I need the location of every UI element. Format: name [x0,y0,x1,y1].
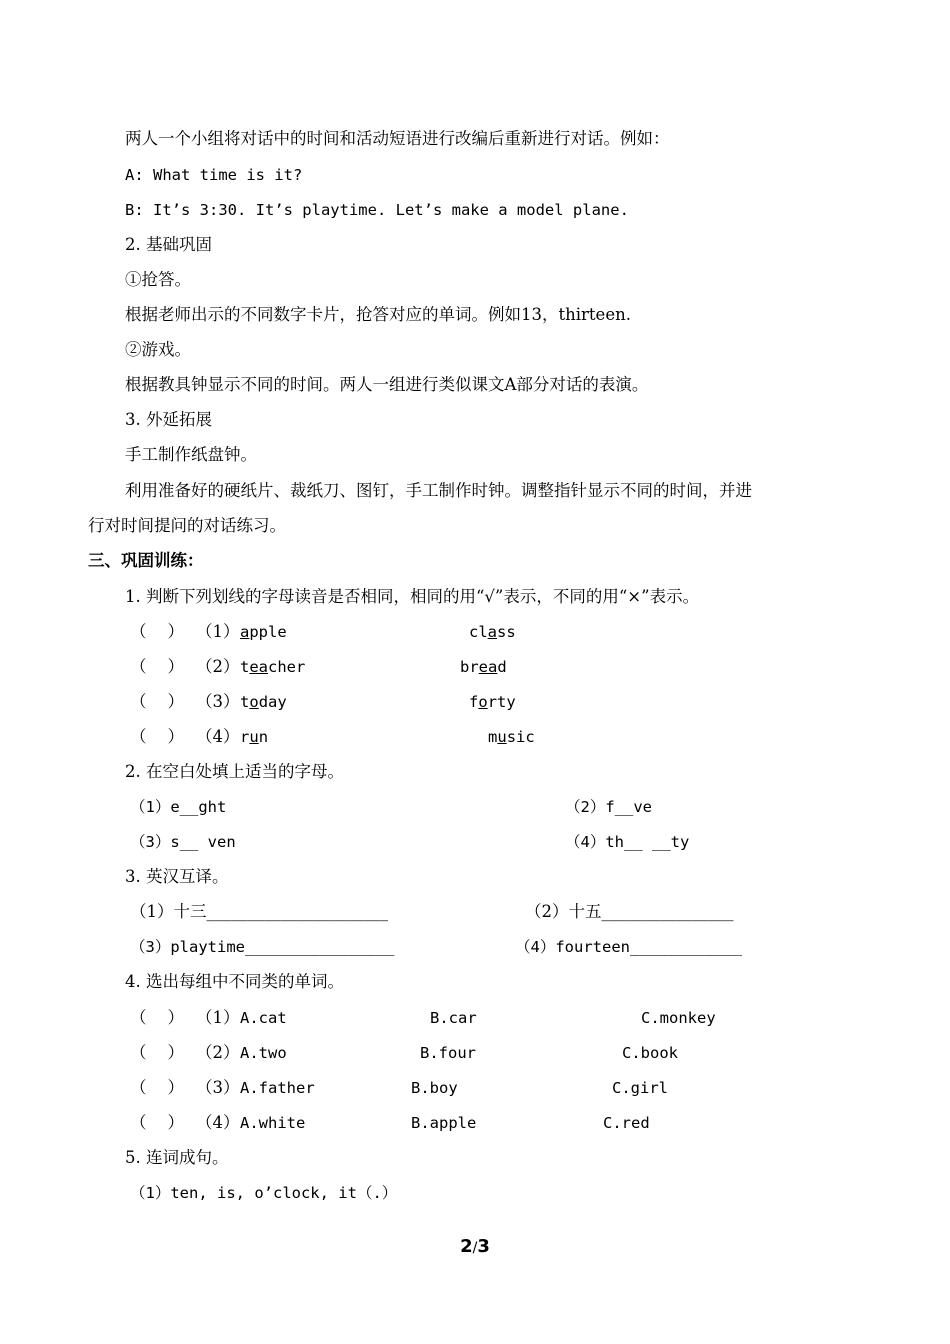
answer-paren[interactable]: （ ） [130,622,184,641]
option-b: B.boy [411,1079,458,1097]
answer-paren[interactable]: （ ） [130,657,184,676]
word-1: today [240,693,287,711]
paper-clock-para-1: 利用准备好的硬纸片、裁纸刀、图钉，手工制作时钟。调整指针显示不同的时间，并进 [125,481,752,500]
option-a: A.two [240,1044,287,1062]
section-2-heading: 2. 基础巩固 [125,235,212,254]
training-heading: 三、巩固训练： [88,551,204,570]
quick-answer-text: 根据老师出示的不同数字卡片，抢答对应的单词。例如13，thirteen. [125,305,631,324]
item-number: （1） [196,622,240,641]
item-number: （2） [196,1043,240,1062]
q3-title: 3. 英汉互译。 [125,867,229,886]
option-c: C.monkey [641,1009,716,1027]
answer-paren[interactable]: （ ） [130,692,184,711]
answer-paren[interactable]: （ ） [130,727,184,746]
option-a: A.father [240,1079,315,1097]
q1-title: 1. 判断下列划线的字母读音是否相同，相同的用“√”表示，不同的用“×”表示。 [125,587,700,606]
dialogue-line-a: A: What time is it? [125,166,303,184]
answer-paren[interactable]: （ ） [130,1043,184,1062]
answer-paren[interactable]: （ ） [130,1008,184,1027]
item-number: （4） [196,727,240,746]
q2-title: 2. 在空白处填上适当的字母。 [125,762,344,781]
word-1: teacher [240,658,306,676]
item-number: （3） [196,1078,240,1097]
paper-clock-para-2: 行对时间提问的对话练习。 [88,516,286,535]
q5-item-1: （1）ten, is, o’clock, it（.） [130,1184,398,1202]
current-page: 2 [460,1236,473,1257]
total-pages: 3 [477,1236,490,1257]
q4-title: 4. 选出每组中不同类的单词。 [125,972,344,991]
q3-item-3[interactable]: （3）playtime________________ [130,938,395,956]
q5-title: 5. 连词成句。 [125,1148,229,1167]
q3-item-4[interactable]: （4）fourteen____________ [515,938,742,956]
answer-paren[interactable]: （ ） [130,1113,184,1132]
dialogue-line-b: B: It’s 3:30. It’s playtime. Let’s make a model plane. [125,201,629,219]
word-2: music [488,728,535,746]
q2-item-4[interactable]: （4）th__ __ty [565,833,690,851]
option-b: B.car [430,1009,477,1027]
quick-answer-label: ①抢答。 [125,270,191,289]
paper-clock-title: 手工制作纸盘钟。 [125,445,257,464]
word-2: class [469,623,516,641]
page-number [0,1236,950,1257]
q2-item-2[interactable]: （2）f__ve [565,798,652,816]
q2-item-1[interactable]: （1）e__ght [130,798,227,816]
game-label: ②游戏。 [125,340,191,359]
q2-item-3[interactable]: （3）s__ ven [130,833,236,851]
section-3-heading: 3. 外延拓展 [125,410,212,429]
option-c: C.red [603,1114,650,1132]
word-1: run [240,728,269,746]
word-2: bread [460,658,507,676]
item-number: （4） [196,1113,240,1132]
q3-item-2[interactable]: （2）十五________________ [525,902,734,921]
word-2: forty [469,693,516,711]
option-b: B.apple [411,1114,477,1132]
page-separator: / [472,1240,478,1256]
item-number: （3） [196,692,240,711]
game-text: 根据教具钟显示不同的时间。两人一组进行类似课文A部分对话的表演。 [125,375,649,394]
item-number: （1） [196,1008,240,1027]
q3-item-1[interactable]: （1）十三______________________ [130,902,388,921]
option-a: A.white [240,1114,306,1132]
item-number: （2） [196,657,240,676]
word-1: apple [240,623,287,641]
option-b: B.four [420,1044,476,1062]
intro-instruction: 两人一个小组将对话中的时间和活动短语进行改编后重新进行对话。例如： [125,129,670,148]
option-a: A.cat [240,1009,287,1027]
option-c: C.girl [612,1079,668,1097]
answer-paren[interactable]: （ ） [130,1078,184,1097]
option-c: C.book [622,1044,678,1062]
